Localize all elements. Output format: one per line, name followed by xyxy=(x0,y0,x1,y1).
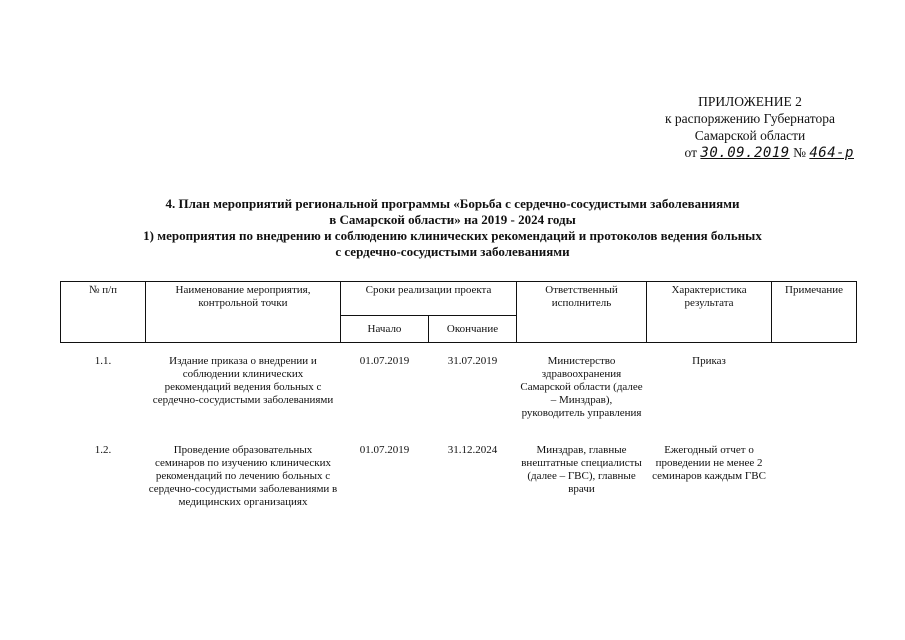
header-name: Наименование мероприятия, контрольной точки xyxy=(146,282,341,343)
table-row xyxy=(61,442,857,511)
row-note xyxy=(772,442,857,511)
row-name: Проведение образовательных семинаров по изучению клинических рекомендаций по лечению больных с сердечно-сосудистыми заболеваниями в медицинских организациях xyxy=(148,444,338,508)
row-result: Ежегодный отчет о проведении не менее 2 семинаров каждым ГВС xyxy=(652,444,766,482)
title-line-2: в Самарской области» на 2019 - 2024 годы xyxy=(329,212,576,227)
row-responsible: Минздрав, главные внештатные специалисты (далее – ГВС), главные врачи xyxy=(521,444,642,495)
appendix-title: ПРИЛОЖЕНИЕ 2 xyxy=(698,94,802,109)
header-num: № п/п xyxy=(61,282,146,343)
header-end: Окончание xyxy=(429,316,517,343)
title-line-3: 1) мероприятия по внедрению и соблюдению клинических рекомендаций и протоколов ведения больных xyxy=(143,228,762,243)
header-responsible: Ответственный исполнитель xyxy=(517,282,647,343)
document-title xyxy=(60,196,845,260)
header-start: Начало xyxy=(341,316,429,343)
row-end: 31.07.2019 xyxy=(447,355,498,367)
appendix-date-line xyxy=(640,144,860,162)
number-prefix: № xyxy=(793,145,806,160)
date-prefix: от xyxy=(684,145,698,160)
handwritten-date: 30.09.2019 xyxy=(700,145,790,161)
table-row xyxy=(61,353,857,422)
row-start: 01.07.2019 xyxy=(359,355,410,367)
row-num: 1.1. xyxy=(94,355,112,367)
row-name: Издание приказа о внедрении и соблюдении клинических рекомендаций ведения больных с сердечно-сосудистыми заболеваниями xyxy=(152,355,334,406)
header-terms: Сроки реализации проекта xyxy=(341,282,517,316)
row-start: 01.07.2019 xyxy=(359,444,410,456)
title-line-1: 4. План мероприятий региональной программы «Борьба с сердечно-сосудистыми заболеваниями xyxy=(165,196,740,211)
header-result: Характеристика результата xyxy=(647,282,772,343)
handwritten-number: 464-р xyxy=(809,145,854,161)
header-note: Примечание xyxy=(772,282,857,343)
row-end: 31.12.2024 xyxy=(447,444,498,456)
appendix-block xyxy=(640,93,860,162)
title-line-4: с сердечно-сосудистыми заболеваниями xyxy=(335,244,570,259)
row-num: 1.2. xyxy=(94,444,112,456)
appendix-line-region: Самарской области xyxy=(694,128,806,143)
appendix-line-order: к распоряжению Губернатора xyxy=(664,111,836,126)
table-header-row xyxy=(61,282,857,316)
row-responsible: Министерство здравоохранения Самарской области (далее – Минздрав), руководитель управления xyxy=(520,355,643,419)
row-note xyxy=(772,353,857,422)
plan-table xyxy=(60,281,857,511)
row-result: Приказ xyxy=(692,355,726,367)
